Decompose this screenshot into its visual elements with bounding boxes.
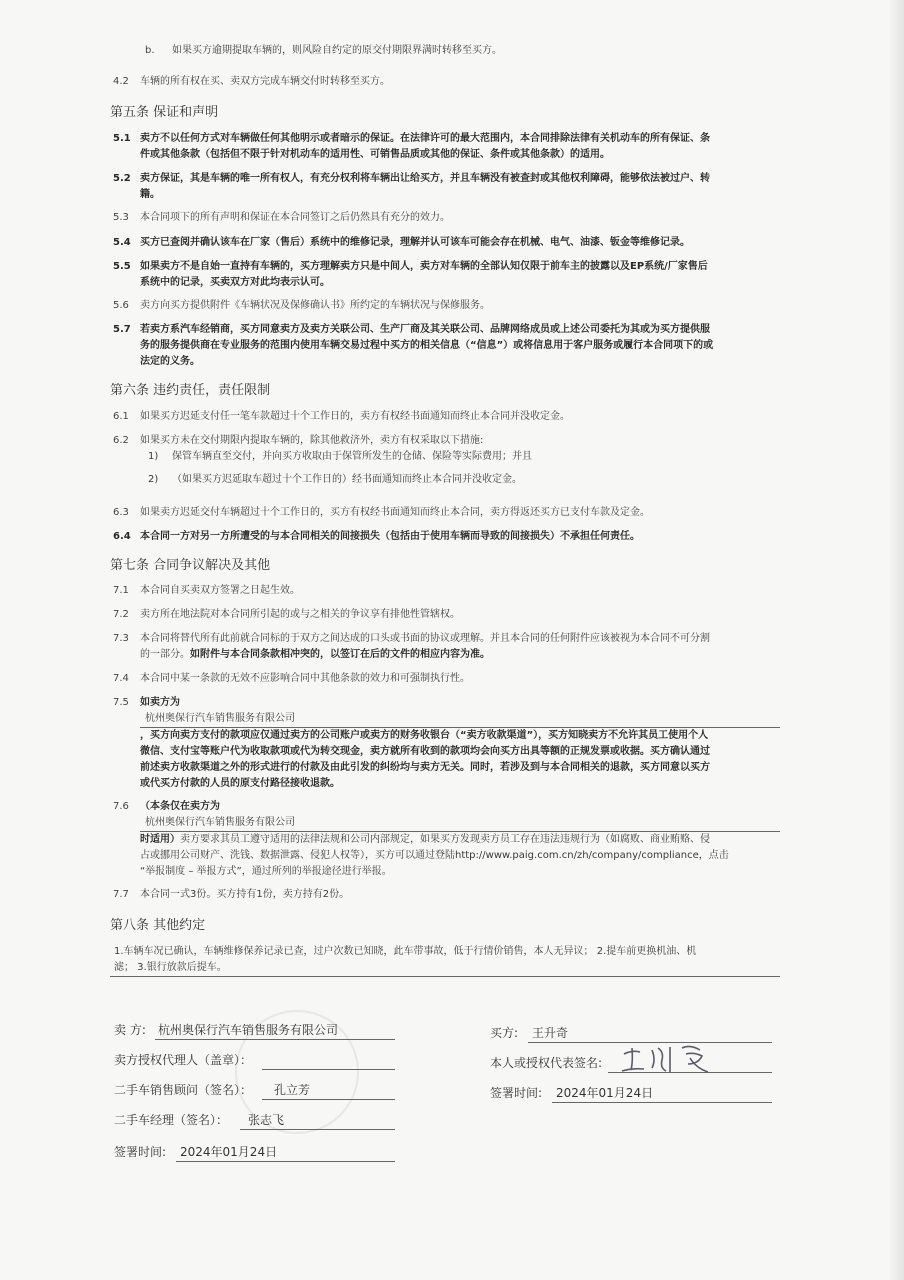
buyer-date-underline	[552, 1102, 772, 1103]
seller-date-underline	[176, 1161, 395, 1162]
clause-6-4-text: 本合同一方对另一方所遭受的与本合同相关的间接损失（包括由于使用车辆而导致的间接损失）不承担任何责任。	[140, 531, 640, 542]
clause-7-5-num: 7.5	[113, 697, 129, 708]
clause-4-2-num: 4.2	[113, 76, 129, 87]
clause-5-1-line1: 卖方不以任何方式对车辆做任何其他明示或者暗示的保证。在法律许可的最大范围内，本合同排除法律有关机动车的所有保证、条	[140, 133, 710, 144]
clause-7-5-company: 杭州奥保行汽车销售服务有限公司	[145, 713, 295, 724]
buyer-date-label: 签署时间:	[490, 1086, 543, 1100]
clause-6-3-num: 6.3	[113, 507, 129, 518]
seller-label: 卖 方:	[114, 1023, 146, 1037]
clause-b-text: 如果买方逾期提取车辆的，则风险自约定的原交付期限界满时转移至买方。	[172, 45, 502, 56]
clause-5-2-line2: 籍。	[140, 189, 160, 200]
clause-5-2-line1: 卖方保证，其是车辆的唯一所有权人，有充分权利将车辆出让给买方，并且车辆没有被查封或其他权利障碍，能够依法被过户、转	[140, 173, 710, 184]
clause-7-4-num: 7.4	[113, 673, 129, 684]
consultant-value: 孔立芳	[274, 1083, 311, 1097]
clause-7-6-line2: 占或挪用公司财产、洗钱、数据泄露、侵犯人权等），买方可以通过登陆http://www.paig.com.cn/zh/company/compliance，点击	[140, 850, 729, 861]
clause-5-3-num: 5.3	[113, 212, 129, 223]
clause-7-2-num: 7.2	[113, 609, 129, 620]
clause-5-7-line3: 法定的义务。	[140, 356, 200, 367]
clause-7-2-text: 卖方所在地法院对本合同所引起的或与之相关的争议享有排他性管辖权。	[140, 609, 460, 620]
clause-7-6-line1-plain: 卖方要求其员工遵守适用的法律法规和公司内部规定，如果买方发现卖方员工存在违法违规行为（如腐败、商业贿赂、侵	[180, 834, 710, 845]
clause-7-3-line1: 本合同将替代所有此前就合同标的于双方之间达成的口头或书面的协议或理解。并且本合同的任何附件应该被视为本合同不可分割	[140, 633, 710, 644]
clause-5-3-text: 本合同项下的所有声明和保证在本合同签订之后仍然具有充分的效力。	[140, 212, 450, 223]
clause-7-6-line3: “举报制度 – 举报方式”，通过所列的举报途径进行举报。	[140, 866, 392, 877]
clause-6-2-item2-text: （如果买方迟延取车超过十个工作日的）经书面通知而终止本合同并没收定金。	[172, 474, 522, 485]
clause-5-6-num: 5.6	[113, 300, 129, 311]
clause-5-1-line2: 件或其他条款（包括但不限于针对机动车的适用性、可销售品质或其他的保证、条件或其他条款）的适用。	[140, 149, 610, 160]
clause-5-7-line1: 若卖方系汽车经销商，买方同意卖方及卖方关联公司、生产厂商及其关联公司、品牌网络成员或上述公司委托为其或为买方提供服	[140, 324, 710, 335]
seller-agent-label: 卖方授权代理人（盖章）：	[114, 1053, 253, 1067]
clause-7-1-num: 7.1	[113, 585, 129, 596]
seller-underline	[155, 1039, 395, 1040]
seller-agent-underline	[262, 1069, 395, 1070]
clause-6-2-item2-num: 2)	[148, 474, 159, 485]
consultant-label: 二手车销售顾问（签名）：	[114, 1083, 253, 1097]
buyer-label: 买方:	[490, 1026, 519, 1040]
clause-5-5-line2: 系统中的记录，买卖双方对此均表示认可。	[140, 277, 330, 288]
clause-5-5-num: 5.5	[113, 261, 131, 272]
buyer-value: 王升奇	[532, 1026, 569, 1040]
clause-6-2-text: 如果买方未在交付期限内提取车辆的，除其他救济外，卖方有权采取以下措施:	[140, 435, 484, 446]
consultant-underline	[262, 1099, 395, 1100]
section-8-line1: 1.车辆车况已确认，车辆维修保养记录已查，过户次数已知晓，此车带事故，低于行情价销售，本人无异议； 2.提车前更换机油、机	[114, 946, 697, 957]
clause-7-5-line4: 或代买方付款的人员的原支付路径接收退款。	[140, 778, 340, 789]
clause-7-6-line1	[140, 833, 710, 847]
manager-label: 二手车经理（签名）：	[114, 1113, 229, 1127]
clause-7-5-line2: 微信、支付宝等账户代为收取款项或代为转交现金，卖方就所有收到的款项均会向买方出具等额的正规发票或收据。买方确认通过	[140, 746, 710, 757]
clause-7-7-text: 本合同一式3份。买方持有1份，卖方持有2份。	[140, 889, 350, 900]
clause-6-1-text: 如果买方迟延支付任一笔车款超过十个工作日的，卖方有权经书面通知而终止本合同并没收定金。	[140, 411, 570, 422]
seller-value: 杭州奥保行汽车销售服务有限公司	[158, 1023, 339, 1037]
clause-7-6-line1-bold: 时适用）	[140, 834, 180, 845]
clause-7-5-title: 如卖方为	[140, 697, 180, 708]
clause-6-2-item1-text: 保管车辆直至交付，并向买方收取由于保管所发生的仓储、保险等实际费用；并且	[172, 451, 532, 462]
clause-7-3-line2-bold: 如附件与本合同条款相冲突的，以签订在后的文件的相应内容为准。	[190, 649, 490, 660]
clause-5-5-line1: 如果卖方不是自始一直持有车辆的，买方理解卖方只是中间人，卖方对车辆的全部认知仅限于前车主的披露以及EP系统/厂家售后	[140, 261, 708, 272]
section-6-heading: 第六条 违约责任，责任限制	[110, 383, 271, 398]
buyer-sign-label: 本人或授权代表签名:	[490, 1056, 603, 1070]
clause-7-3-line2-plain: 的一部分。	[140, 649, 190, 660]
section-7-heading: 第七条 合同争议解决及其他	[110, 558, 271, 573]
seller-date-label: 签署时间:	[114, 1145, 167, 1159]
buyer-date-value: 2024年01月24日	[556, 1086, 654, 1100]
clause-7-1-text: 本合同自买卖双方签署之日起生效。	[140, 585, 300, 596]
clause-5-2-num: 5.2	[113, 173, 131, 184]
clause-5-4-text: 买方已查阅并确认该车在厂家（售后）系统中的维修记录，理解并认可该车可能会存在机械、电气、油漆、钣金等维修记录。	[140, 237, 690, 248]
clause-5-6-text: 卖方向买方提供附件《车辆状况及保修确认书》所约定的车辆状况与保修服务。	[140, 300, 490, 311]
clause-6-2-item1-num: 1)	[148, 451, 159, 462]
clause-7-7-num: 7.7	[113, 889, 129, 900]
seller-date-value: 2024年01月24日	[180, 1145, 278, 1159]
clause-7-6-underline	[140, 831, 780, 832]
clause-5-4-num: 5.4	[113, 237, 131, 248]
clause-7-5-line3: 前述卖方收款渠道之外的形式进行的付款及由此引发的纠纷均与卖方无关。同时，若涉及到与本合同相关的退款，买方同意以买方	[140, 762, 710, 773]
clause-7-6-num: 7.6	[113, 801, 129, 812]
buyer-handwritten-signature	[618, 1038, 718, 1078]
scan-edge	[890, 0, 904, 1280]
clause-7-4-text: 本合同中某一条款的无效不应影响合同中其他条款的效力和可强制执行性。	[140, 673, 470, 684]
clause-5-7-line2: 务的服务提供商在专业服务的范围内使用车辆交易过程中买方的相关信息（“信息”）或将信息用于客户服务或履行本合同项下的或	[140, 340, 714, 351]
clause-5-7-num: 5.7	[113, 324, 131, 335]
clause-7-6-company: 杭州奥保行汽车销售服务有限公司	[145, 817, 295, 828]
clause-7-5-line1: ，买方向卖方支付的款项应仅通过卖方的公司账户或卖方的财务收银台（“卖方收款渠道”），买方知晓卖方不允许其员工使用个人	[140, 730, 709, 741]
clause-7-3-num: 7.3	[113, 633, 129, 644]
section-5-heading: 第五条 保证和声明	[110, 105, 219, 120]
clause-7-5-underline	[140, 727, 780, 728]
manager-value: 张志飞	[248, 1113, 285, 1127]
manager-underline	[240, 1129, 395, 1130]
clause-7-3-line2	[140, 648, 490, 662]
clause-6-3-text: 如果卖方迟延交付车辆超过十个工作日的，买方有权经书面通知而终止本合同，卖方得返还买方已支付车款及定金。	[140, 507, 650, 518]
clause-4-2-text: 车辆的所有权在买、卖双方完成车辆交付时转移至买方。	[140, 76, 390, 87]
clause-b-label: b.	[145, 45, 155, 56]
clause-5-1-num: 5.1	[113, 133, 131, 144]
clause-6-2-num: 6.2	[113, 435, 129, 446]
section-8-underline	[110, 976, 780, 977]
section-8-heading: 第八条 其他约定	[110, 918, 206, 933]
clause-6-4-num: 6.4	[113, 531, 131, 542]
clause-7-6-title: （本条仅在卖方为	[140, 801, 220, 812]
section-8-line2: 滤； 3.银行放款后提车。	[114, 962, 227, 973]
clause-6-1-num: 6.1	[113, 411, 129, 422]
